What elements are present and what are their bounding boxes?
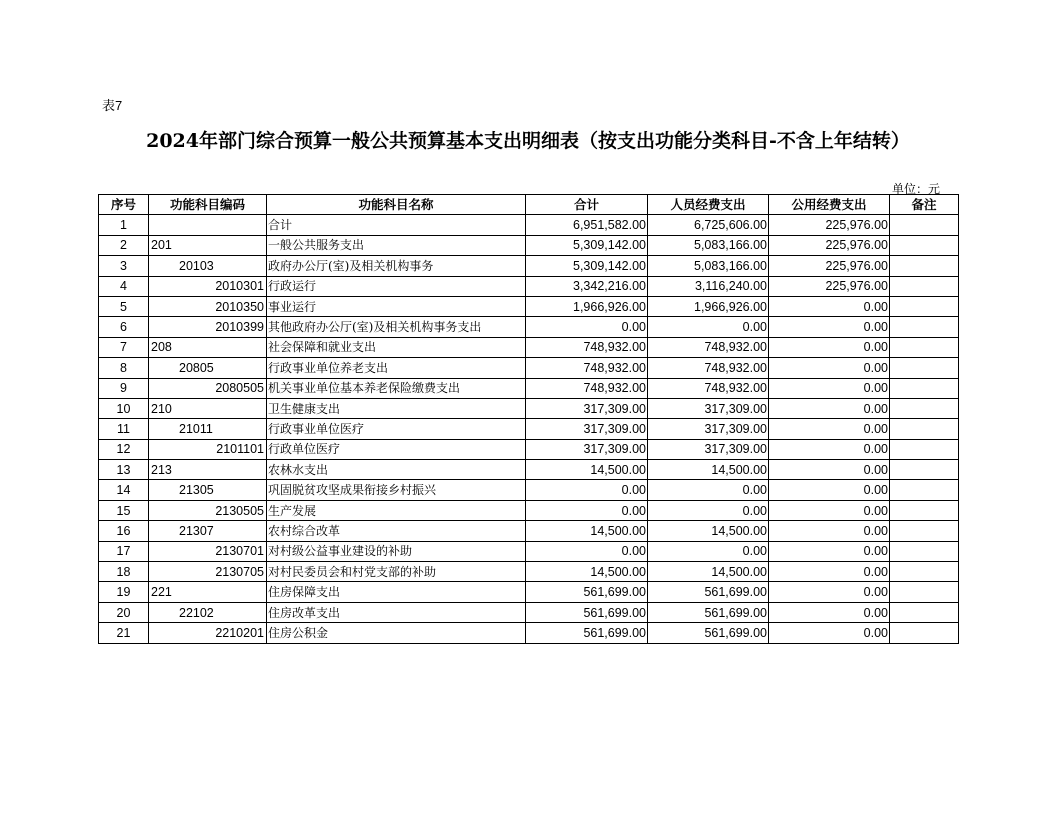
header-row (99, 195, 959, 215)
total-cell: 561,699.00 (526, 582, 648, 602)
function-name-cell: 行政单位医疗 (267, 439, 526, 459)
personnel-expense-cell: 748,932.00 (648, 378, 769, 398)
table-row (99, 276, 959, 296)
function-name-cell: 巩固脱贫攻坚成果衔接乡村振兴 (267, 480, 526, 500)
total-cell: 0.00 (526, 541, 648, 561)
table-row (99, 521, 959, 541)
total-cell: 748,932.00 (526, 358, 648, 378)
public-expense-cell: 0.00 (769, 419, 890, 439)
remark-cell (890, 460, 959, 480)
row-index-cell: 13 (99, 460, 149, 480)
function-code-cell: 210 (149, 398, 267, 418)
total-cell: 6,951,582.00 (526, 215, 648, 235)
personnel-expense-cell: 561,699.00 (648, 602, 769, 622)
page-title: 2024年部门综合预算一般公共预算基本支出明细表（按支出功能分类科目-不含上年结转） (146, 130, 910, 152)
public-expense-cell: 0.00 (769, 562, 890, 582)
function-code-cell: 21307 (149, 521, 267, 541)
table-body (99, 215, 959, 643)
row-index-cell: 16 (99, 521, 149, 541)
row-index-cell: 20 (99, 602, 149, 622)
row-index-cell: 4 (99, 276, 149, 296)
public-expense-cell: 225,976.00 (769, 235, 890, 255)
column-header-total: 合计 (526, 195, 648, 215)
column-header-code: 功能科目编码 (149, 195, 267, 215)
total-cell: 317,309.00 (526, 398, 648, 418)
public-expense-cell: 0.00 (769, 602, 890, 622)
row-index-cell: 1 (99, 215, 149, 235)
remark-cell (890, 602, 959, 622)
table-label: 表7 (102, 98, 123, 113)
public-expense-cell: 0.00 (769, 439, 890, 459)
column-header-idx: 序号 (99, 195, 149, 215)
table-row (99, 419, 959, 439)
column-header-name: 功能科目名称 (267, 195, 526, 215)
public-expense-cell: 0.00 (769, 358, 890, 378)
function-code-cell: 2010301 (149, 276, 267, 296)
personnel-expense-cell: 3,116,240.00 (648, 276, 769, 296)
row-index-cell: 17 (99, 541, 149, 561)
function-code-cell: 2101101 (149, 439, 267, 459)
personnel-expense-cell: 14,500.00 (648, 562, 769, 582)
table-row (99, 582, 959, 602)
column-header-public: 公用经费支出 (769, 195, 890, 215)
function-name-cell: 住房公积金 (267, 623, 526, 643)
row-index-cell: 14 (99, 480, 149, 500)
unit-label: 单位：元 (892, 182, 941, 196)
public-expense-cell: 0.00 (769, 521, 890, 541)
function-name-cell: 住房改革支出 (267, 602, 526, 622)
function-code-cell: 20805 (149, 358, 267, 378)
function-code-cell: 2210201 (149, 623, 267, 643)
personnel-expense-cell: 5,083,166.00 (648, 256, 769, 276)
table-row (99, 623, 959, 643)
personnel-expense-cell: 317,309.00 (648, 398, 769, 418)
table-row (99, 337, 959, 357)
row-index-cell: 2 (99, 235, 149, 255)
function-code-cell: 21011 (149, 419, 267, 439)
personnel-expense-cell: 0.00 (648, 541, 769, 561)
table-row (99, 439, 959, 459)
function-name-cell: 对村级公益事业建设的补助 (267, 541, 526, 561)
remark-cell (890, 521, 959, 541)
total-cell: 561,699.00 (526, 602, 648, 622)
function-code-cell: 201 (149, 235, 267, 255)
personnel-expense-cell: 5,083,166.00 (648, 235, 769, 255)
total-cell: 5,309,142.00 (526, 235, 648, 255)
total-cell: 0.00 (526, 317, 648, 337)
personnel-expense-cell: 1,966,926.00 (648, 296, 769, 316)
function-name-cell: 对村民委员会和村党支部的补助 (267, 562, 526, 582)
column-header-remark: 备注 (890, 195, 959, 215)
function-name-cell: 卫生健康支出 (267, 398, 526, 418)
function-name-cell: 一般公共服务支出 (267, 235, 526, 255)
remark-cell (890, 317, 959, 337)
function-code-cell: 221 (149, 582, 267, 602)
table-row (99, 460, 959, 480)
function-code-cell: 2130505 (149, 500, 267, 520)
table-row (99, 541, 959, 561)
public-expense-cell: 0.00 (769, 398, 890, 418)
public-expense-cell: 0.00 (769, 582, 890, 602)
function-code-cell: 20103 (149, 256, 267, 276)
personnel-expense-cell: 748,932.00 (648, 337, 769, 357)
function-name-cell: 住房保障支出 (267, 582, 526, 602)
function-code-cell: 2010350 (149, 296, 267, 316)
public-expense-cell: 0.00 (769, 378, 890, 398)
total-cell: 748,932.00 (526, 337, 648, 357)
row-index-cell: 7 (99, 337, 149, 357)
public-expense-cell: 0.00 (769, 460, 890, 480)
personnel-expense-cell: 0.00 (648, 317, 769, 337)
function-code-cell: 2080505 (149, 378, 267, 398)
function-name-cell: 行政事业单位医疗 (267, 419, 526, 439)
function-code-cell: 2010399 (149, 317, 267, 337)
function-code-cell: 208 (149, 337, 267, 357)
function-code-cell: 2130701 (149, 541, 267, 561)
table-row (99, 562, 959, 582)
personnel-expense-cell: 14,500.00 (648, 460, 769, 480)
function-code-cell: 2130705 (149, 562, 267, 582)
budget-table (98, 194, 959, 644)
function-name-cell: 农林水支出 (267, 460, 526, 480)
remark-cell (890, 215, 959, 235)
public-expense-cell: 0.00 (769, 337, 890, 357)
total-cell: 748,932.00 (526, 378, 648, 398)
personnel-expense-cell: 14,500.00 (648, 521, 769, 541)
table-row (99, 480, 959, 500)
total-cell: 5,309,142.00 (526, 256, 648, 276)
function-name-cell: 合计 (267, 215, 526, 235)
total-cell: 561,699.00 (526, 623, 648, 643)
table-row (99, 500, 959, 520)
row-index-cell: 19 (99, 582, 149, 602)
public-expense-cell: 0.00 (769, 500, 890, 520)
row-index-cell: 11 (99, 419, 149, 439)
function-code-cell: 22102 (149, 602, 267, 622)
remark-cell (890, 500, 959, 520)
public-expense-cell: 0.00 (769, 317, 890, 337)
function-name-cell: 行政运行 (267, 276, 526, 296)
total-cell: 14,500.00 (526, 460, 648, 480)
table-row (99, 256, 959, 276)
total-cell: 317,309.00 (526, 439, 648, 459)
column-header-personnel: 人员经费支出 (648, 195, 769, 215)
remark-cell (890, 276, 959, 296)
table-row (99, 215, 959, 235)
remark-cell (890, 480, 959, 500)
personnel-expense-cell: 317,309.00 (648, 419, 769, 439)
personnel-expense-cell: 0.00 (648, 480, 769, 500)
total-cell: 14,500.00 (526, 521, 648, 541)
remark-cell (890, 235, 959, 255)
function-name-cell: 机关事业单位基本养老保险缴费支出 (267, 378, 526, 398)
table-row (99, 378, 959, 398)
total-cell: 0.00 (526, 500, 648, 520)
table-row (99, 296, 959, 316)
remark-cell (890, 562, 959, 582)
total-cell: 0.00 (526, 480, 648, 500)
total-cell: 317,309.00 (526, 419, 648, 439)
remark-cell (890, 337, 959, 357)
total-cell: 1,966,926.00 (526, 296, 648, 316)
public-expense-cell: 225,976.00 (769, 276, 890, 296)
function-name-cell: 生产发展 (267, 500, 526, 520)
public-expense-cell: 0.00 (769, 480, 890, 500)
remark-cell (890, 358, 959, 378)
row-index-cell: 15 (99, 500, 149, 520)
function-name-cell: 行政事业单位养老支出 (267, 358, 526, 378)
row-index-cell: 8 (99, 358, 149, 378)
row-index-cell: 18 (99, 562, 149, 582)
remark-cell (890, 541, 959, 561)
personnel-expense-cell: 748,932.00 (648, 358, 769, 378)
total-cell: 14,500.00 (526, 562, 648, 582)
remark-cell (890, 623, 959, 643)
remark-cell (890, 439, 959, 459)
personnel-expense-cell: 561,699.00 (648, 582, 769, 602)
public-expense-cell: 0.00 (769, 296, 890, 316)
row-index-cell: 6 (99, 317, 149, 337)
table-row (99, 317, 959, 337)
row-index-cell: 21 (99, 623, 149, 643)
public-expense-cell: 225,976.00 (769, 215, 890, 235)
remark-cell (890, 378, 959, 398)
remark-cell (890, 582, 959, 602)
function-name-cell: 政府办公厅(室)及相关机构事务 (267, 256, 526, 276)
personnel-expense-cell: 6,725,606.00 (648, 215, 769, 235)
table-row (99, 235, 959, 255)
public-expense-cell: 225,976.00 (769, 256, 890, 276)
public-expense-cell: 0.00 (769, 541, 890, 561)
function-code-cell: 21305 (149, 480, 267, 500)
row-index-cell: 5 (99, 296, 149, 316)
table-row (99, 602, 959, 622)
personnel-expense-cell: 561,699.00 (648, 623, 769, 643)
table-row (99, 398, 959, 418)
row-index-cell: 3 (99, 256, 149, 276)
function-code-cell: 213 (149, 460, 267, 480)
remark-cell (890, 398, 959, 418)
function-name-cell: 事业运行 (267, 296, 526, 316)
public-expense-cell: 0.00 (769, 623, 890, 643)
personnel-expense-cell: 0.00 (648, 500, 769, 520)
function-name-cell: 农村综合改革 (267, 521, 526, 541)
table-row (99, 358, 959, 378)
remark-cell (890, 296, 959, 316)
total-cell: 3,342,216.00 (526, 276, 648, 296)
personnel-expense-cell: 317,309.00 (648, 439, 769, 459)
row-index-cell: 12 (99, 439, 149, 459)
row-index-cell: 10 (99, 398, 149, 418)
function-name-cell: 其他政府办公厅(室)及相关机构事务支出 (267, 317, 526, 337)
remark-cell (890, 256, 959, 276)
function-code-cell (149, 215, 267, 235)
remark-cell (890, 419, 959, 439)
row-index-cell: 9 (99, 378, 149, 398)
function-name-cell: 社会保障和就业支出 (267, 337, 526, 357)
